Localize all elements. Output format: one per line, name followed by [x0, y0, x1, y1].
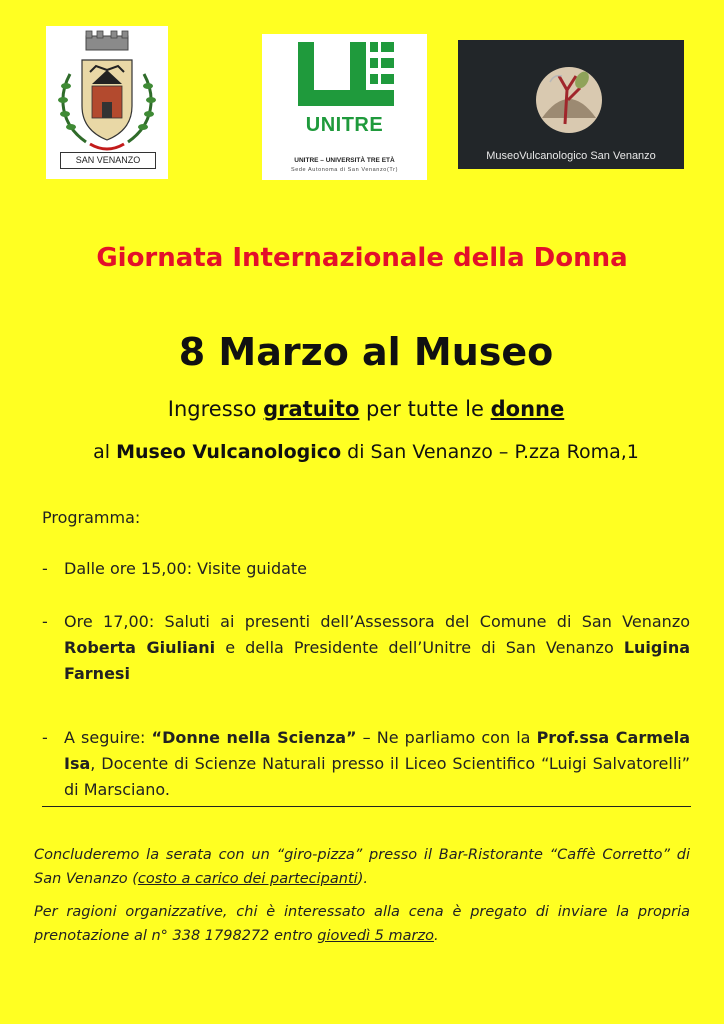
- section-divider: [42, 806, 691, 807]
- unitre-subtitle-2: Sede Autonoma di San Venanzo(Tr): [290, 167, 399, 173]
- location-line: al Museo Vulcanologico di San Venanzo – P.zza Roma,1: [93, 441, 639, 463]
- booking-note: Per ragioni organizzative, chi è interessato alla cena è pregato di inviare la propria prenotazione al n° 338 1798272 entro giovedì 5 marzo.: [34, 904, 690, 944]
- museo-volcano-icon: [458, 40, 684, 140]
- speaker-name: Prof.ssa Carmela Isa: [64, 728, 691, 773]
- list-item: - Dalle ore 15,00: Visite guidate: [42, 556, 690, 582]
- museo-logo: [458, 40, 684, 169]
- free-entry-line: Ingresso gratuito per tutte le donne: [167, 397, 565, 421]
- deadline-date: giovedì 5 marzo: [317, 928, 434, 944]
- unitre-mark-icon: [262, 34, 427, 114]
- event-title: 8 Marzo al Museo: [178, 330, 554, 374]
- unitre-subtitle: UNITRE – UNIVERSITÀ TRE ETÀ: [294, 157, 395, 164]
- list-item: - A seguire: “Donne nella Scienza” – Ne parliamo con la Prof.ssa Carmela Isa, Docente di Scienze Naturali presso il Liceo Scientifico “Luigi Salvatorelli” di Marsciano.: [42, 725, 690, 803]
- list-dash: -: [42, 612, 48, 631]
- speaker-name: Luigina Farnesi: [64, 638, 691, 683]
- event-heading: Giornata Internazionale della Donna: [96, 243, 628, 273]
- list-dash: -: [42, 728, 48, 747]
- crest-banner-label: SAN VENANZO: [60, 152, 156, 169]
- list-item: - Ore 17,00: Saluti ai presenti dell’Assessora del Comune di San Venanzo Roberta Giuliani e della Presidente dell’Unitre di San Venanzo Luigina Farnesi: [42, 609, 690, 687]
- museo-logo-label: MuseoVulcanologico San Venanzo: [486, 150, 656, 162]
- programma-title: Programma:: [42, 508, 141, 527]
- unitre-wordmark: UNITRE: [305, 114, 384, 136]
- talk-title: “Donne nella Scienza”: [151, 728, 357, 747]
- unitre-logo: [262, 34, 427, 180]
- dinner-note: Concluderemo la serata con un “giro-pizza” presso il Bar-Ristorante “Caffè Corretto” di San Venanzo (costo a carico dei partecipanti).: [34, 847, 690, 887]
- donne-text: donne: [490, 397, 565, 421]
- gratuito-text: gratuito: [263, 397, 360, 421]
- comune-crest-logo: [46, 26, 168, 179]
- museum-name: Museo Vulcanologico: [116, 441, 342, 463]
- cost-note: costo a carico dei partecipanti: [137, 871, 358, 887]
- speaker-name: Roberta Giuliani: [64, 638, 216, 657]
- list-dash: -: [42, 559, 48, 578]
